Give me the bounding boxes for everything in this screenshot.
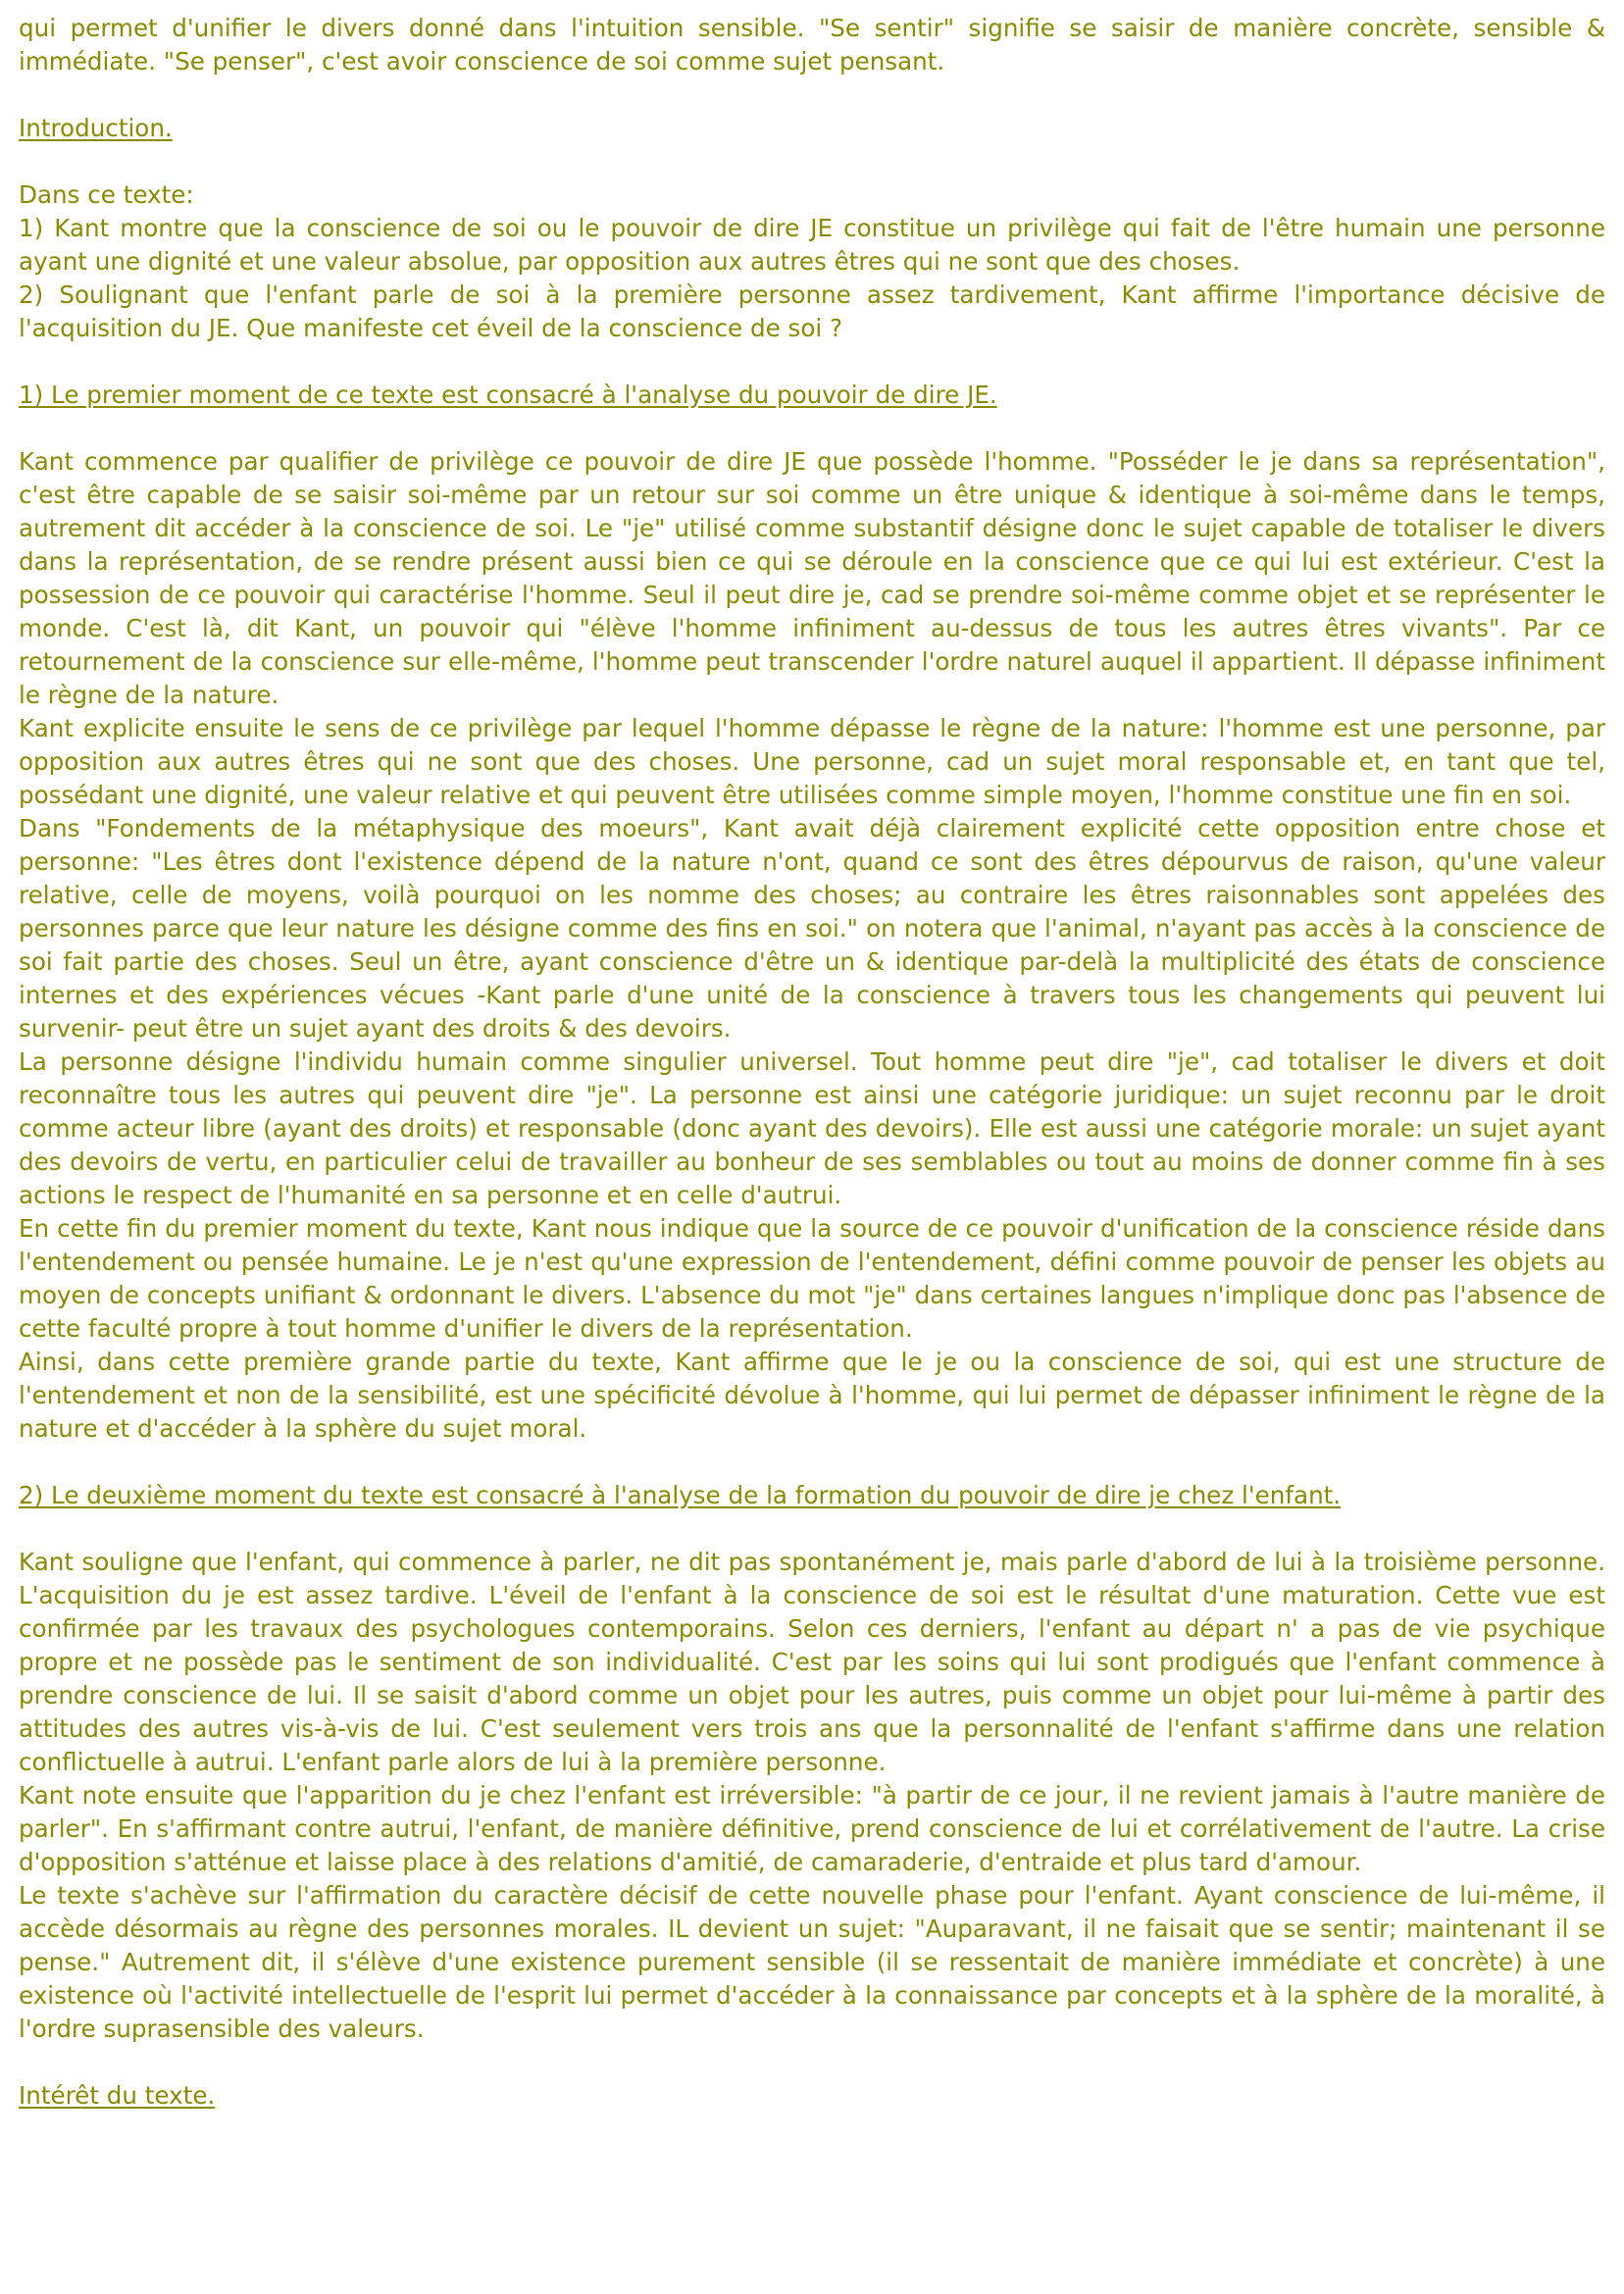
top-fragment-paragraph: qui permet d'unifier le divers donné dans l'intuition sensible. "Se sentir" signifie se saisir de manière concrète, sensible & immédiate. "Se penser", c'est avoir conscience de soi comme sujet pensant. — [19, 14, 1605, 76]
introduction-point-1: 1) Kant montre que la conscience de soi ou le pouvoir de dire JE constitue un privilège qui fait de l'être humain une personne ayant une dignité et une valeur absolue, par opposition aux autres êtres qui ne sont que des choses. — [19, 214, 1605, 276]
part-1-paragraph: Ainsi, dans cette première grande partie du texte, Kant affirme que le je ou la conscience de soi, qui est une structure de l'entendement et non de la sensibilité, est une spécificité dévolue à l'homme, qui lui permet de dépasser infiniment le règne de la nature et d'accéder à la sphère du sujet moral. — [19, 1348, 1605, 1443]
part-1-paragraph: En cette fin du premier moment du texte, Kant nous indique que la source de ce pouvoir d'unification de la conscience réside dans l'entendement ou pensée humaine. Le je n'est qu'une expression de l'entendement, défini comme pouvoir de penser les objets au moyen de concepts unifiant & ordonnant le divers. L'absence du mot "je" dans certaines langues n'implique donc pas l'absence de cette faculté propre à tout homme d'unifier le divers de la représentation. — [19, 1214, 1605, 1343]
spacer — [19, 78, 1605, 112]
spacer — [19, 1512, 1605, 1546]
spacer — [19, 145, 1605, 178]
spacer — [19, 345, 1605, 379]
part-2-paragraph: Kant souligne que l'enfant, qui commence à parler, ne dit pas spontanément je, mais parle d'abord de lui à la troisième personne. L'acquisition du je est assez tardive. L'éveil de l'enfant à la conscience de soi est le résultat d'une maturation. Cette vue est confirmée par les travaux des psychologues contemporains. Selon ces derniers, l'enfant au départ n' a pas de vie psychique propre et ne possède pas le sentiment de son individualité. C'est par les soins qui lui sont prodigués que l'enfant commence à prendre conscience de lui. Il se saisit d'abord comme un objet pour les autres, puis comme un objet pour lui-même à partir des attitudes des autres vis-à-vis de lui. C'est seulement vers trois ans que la personnalité de l'enfant s'affirme dans une relation conflictuelle à autrui. L'enfant parle alors de lui à la première personne. — [19, 1548, 1605, 1776]
part-2-paragraph: Kant note ensuite que l'apparition du je chez l'enfant est irréversible: "à partir de ce jour, il ne revient jamais à l'autre manière de parler". En s'affirmant contre autrui, l'enfant, de manière définitive, prend conscience de lui et corrélativement de l'autre. La crise d'opposition s'atténue et laisse place à des relations d'amitié, de camaraderie, d'entraide et plus tard d'amour. — [19, 1781, 1605, 1876]
introduction-point-2: 2) Soulignant que l'enfant parle de soi à la première personne assez tardivement, Kant affirme l'importance décisive de l'acquisition du JE. Que manifeste cet éveil de la conscience de soi ? — [19, 280, 1605, 342]
interest-heading: Intérêt du texte. — [19, 2081, 216, 2110]
part-2-paragraph: Le texte s'achève sur l'affirmation du caractère décisif de cette nouvelle phase pour l'enfant. Ayant conscience de lui-même, il accède désormais au règne des personnes morales. IL devient un sujet: "Auparavant, il ne faisait que se sentir; maintenant il se pense." Autrement dit, il s'élève d'une existence purement sensible (il se ressentait de manière immédiate et concrète) à une existence où l'activité intellectuelle de l'esprit lui permet d'accéder à la connaissance par concepts et à la sphère de la moralité, à l'ordre suprasensible des valeurs. — [19, 1881, 1605, 2043]
part-1-heading: 1) Le premier moment de ce texte est consacré à l'analyse du pouvoir de dire JE. — [19, 381, 997, 409]
part-1-paragraph: La personne désigne l'individu humain comme singulier universel. Tout homme peut dire "je", cad totaliser le divers et doit reconnaître tous les autres qui peuvent dire "je". La personne est ainsi une catégorie juridique: un sujet reconnu par le droit comme acteur libre (ayant des droits) et responsable (donc ayant des devoirs). Elle est aussi une catégorie morale: un sujet ayant des devoirs de vertu, en particulier celui de travailler au bonheur de ses semblables ou tout au moins de donner comme fin à ses actions le respect de l'humanité en sa personne et en celle d'autrui. — [19, 1047, 1605, 1209]
part-2-heading: 2) Le deuxième moment du texte est consacré à l'analyse de la formation du pouvoir de dire je chez l'enfant. — [19, 1481, 1342, 1509]
part-1-paragraph: Kant explicite ensuite le sens de ce privilège par lequel l'homme dépasse le règne de la nature: l'homme est une personne, par opposition aux autres êtres qui ne sont que des choses. Une personne, cad un sujet moral responsable et, en tant que tel, possédant une dignité, une valeur relative et qui peuvent être utilisées comme simple moyen, l'homme constitue une fin en soi. — [19, 714, 1605, 809]
part-1-paragraph: Dans "Fondements de la métaphysique des moeurs", Kant avait déjà clairement explicité cette opposition entre chose et personne: "Les êtres dont l'existence dépend de la nature n'ont, quand ce sont des êtres dépourvus de raison, qu'une valeur relative, celle de moyens, voilà pourquoi on les nomme des choses; au contraire les êtres raisonnables sont appelées des personnes parce que leur nature les désigne comme des fins en soi." on notera que l'animal, n'ayant pas accès à la conscience de soi fait partie des choses. Seul un être, ayant conscience d'être un & identique par-delà la multiplicité des états de conscience internes et des expériences vécues -Kant parle d'une unité de la conscience à travers tous les changements qui peuvent lui survenir- peut être un sujet ayant des droits & des devoirs. — [19, 814, 1605, 1043]
spacer — [19, 1446, 1605, 1479]
spacer — [19, 2046, 1605, 2079]
introduction-lead: Dans ce texte: — [19, 180, 194, 209]
part-1-paragraph: Kant commence par qualifier de privilège ce pouvoir de dire JE que possède l'homme. "Posséder le je dans sa représentation", c'est être capable de se saisir soi-même par un retour sur soi comme un être unique & identique à soi-même dans le temps, autrement dit accéder à la conscience de soi. Le "je" utilisé comme substantif désigne donc le sujet capable de totaliser le divers dans la représentation, de se rendre présent aussi bien ce qui se déroule en la conscience que ce qui lui est extérieur. C'est la possession de ce pouvoir qui caractérise l'homme. Seul il peut dire je, cad se prendre soi-même comme objet et se représenter le monde. C'est là, dit Kant, un pouvoir qui "élève l'homme infiniment au-dessus de tous les autres êtres vivants". Par ce retournement de la conscience sur elle-même, l'homme peut transcender l'ordre naturel auquel il appartient. Il dépasse infiniment le règne de la nature. — [19, 447, 1605, 709]
spacer — [19, 412, 1605, 445]
introduction-heading: Introduction. — [19, 114, 173, 142]
